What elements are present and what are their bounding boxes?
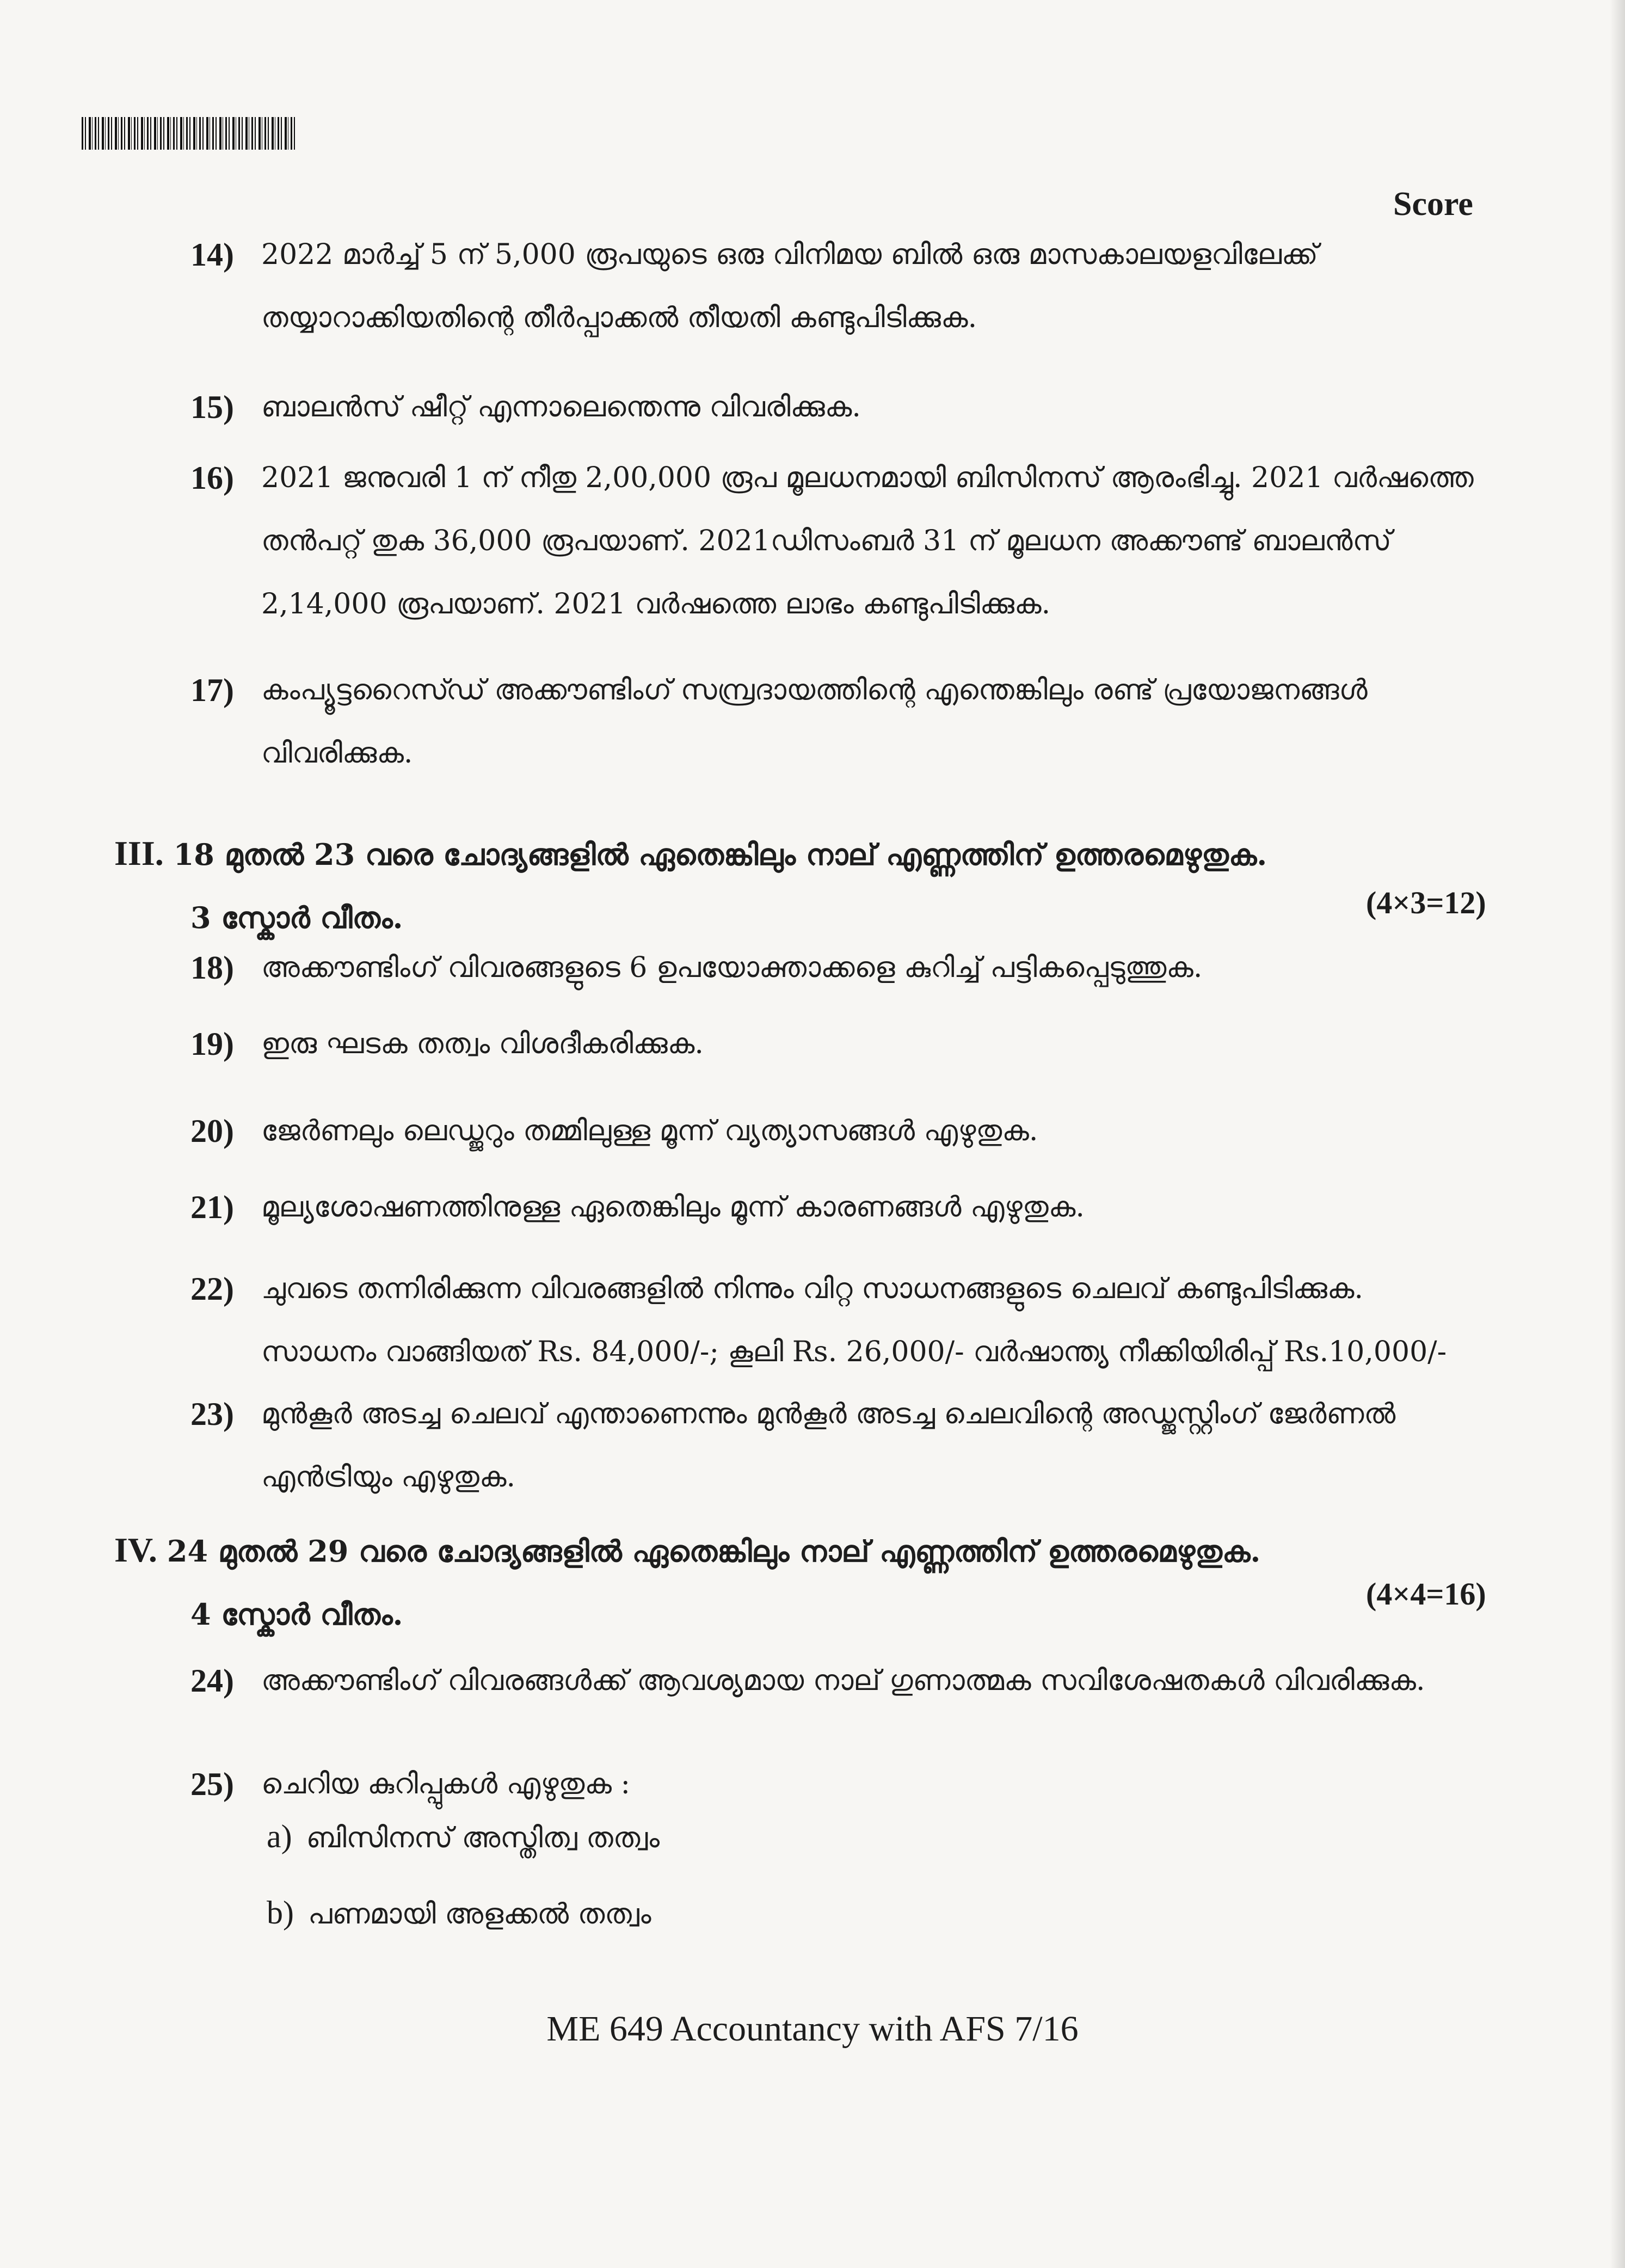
question-14	[190, 223, 1475, 349]
question-text: അക്കൗണ്ടിംഗ് വിവരങ്ങളുടെ 6 ഉപയോക്താക്കളെ കുറിച്ച് പട്ടികപ്പെടുത്തുക.	[261, 951, 1203, 984]
question-text: ബാലൻസ് ഷീറ്റ് എന്നാലെന്തെന്നു വിവരിക്കുക.	[261, 391, 861, 423]
instruction-line-2: 3 സ്കോർ വീതം.	[190, 900, 403, 935]
question-23	[190, 1382, 1475, 1509]
question-number: 21)	[190, 1189, 234, 1225]
score-label: Score	[1393, 186, 1473, 223]
question-24	[190, 1649, 1475, 1712]
subitem-b	[267, 1894, 651, 1932]
question-text: ചുവടെ തന്നിരിക്കുന്ന വിവരങ്ങളിൽ നിന്നും വിറ്റ സാധനങ്ങളുടെ ചെലവ് കണ്ടുപിടിക്കുക. സാധനം വാങ്ങിയത് Rs. 84,000/-; കൂലി Rs. 26,000/- വർഷാന്ത്യ നീക്കിയിരിപ്പ് Rs.10,000/-	[261, 1273, 1447, 1368]
question-number: 17)	[190, 672, 234, 708]
section-number: III.	[114, 834, 164, 872]
question-number: 22)	[190, 1271, 234, 1307]
question-text: ഇരു ഘടക തത്വം വിശദീകരിക്കുക.	[261, 1028, 704, 1060]
instruction-line-1: 18 മുതൽ 23 വരെ ചോദ്യങ്ങളിൽ ഏതെങ്കിലും നാല് എണ്ണത്തിന് ഉത്തരമെഴുതുക.	[173, 837, 1267, 872]
subitem-letter: a)	[267, 1818, 292, 1854]
subitem-a	[267, 1818, 660, 1855]
section-3-instruction	[114, 822, 1267, 949]
question-25	[190, 1753, 1475, 1816]
section-4-instruction	[114, 1519, 1260, 1646]
question-text: 2021 ജനുവരി 1 ന് നീതു 2,00,000 രൂപ മൂലധനമായി ബിസിനസ് ആരംഭിച്ചു. 2021 വർഷത്തെ തൻപറ്റ് തുക 36,000 രൂപയാണ്. 2021ഡിസംബർ 31 ന് മൂലധന അക്കൗണ്ട് ബാലൻസ് 2,14,000 രൂപയാണ്. 2021 വർഷത്തെ ലാഭം കണ്ടുപിടിക്കുക.	[261, 462, 1474, 620]
question-text: മൂല്യശോഷണത്തിനുള്ള ഏതെങ്കിലും മൂന്ന് കാരണങ്ങൾ എഴുതുക.	[261, 1191, 1085, 1224]
question-21	[190, 1176, 1475, 1239]
question-18	[190, 936, 1475, 999]
question-text: 2022 മാർച്ച് 5 ന് 5,000 രൂപയുടെ ഒരു വിനിമയ ബിൽ ഒരു മാസകാലയളവിലേക്ക് തയ്യാറാക്കിയതിന്റെ തീർപ്പാക്കൽ തീയതി കണ്ടുപിടിക്കുക.	[261, 238, 1318, 334]
subitem-text: ബിസിനസ് അസ്തിത്വ തത്വം	[306, 1822, 660, 1854]
question-number: 19)	[190, 1026, 234, 1062]
question-number: 15)	[190, 389, 234, 425]
question-number: 16)	[190, 460, 234, 496]
question-number: 20)	[190, 1113, 234, 1149]
question-16	[190, 446, 1475, 636]
subitem-text: പണമായി അളക്കൽ തത്വം	[307, 1898, 651, 1931]
barcode	[82, 117, 297, 150]
instruction-line-1: 24 മുതൽ 29 വരെ ചോദ്യങ്ങളിൽ ഏതെങ്കിലും നാല് എണ്ണത്തിന് ഉത്തരമെഴുതുക.	[167, 1534, 1261, 1569]
question-text: അക്കൗണ്ടിംഗ് വിവരങ്ങൾക്ക് ആവശ്യമായ നാല് ഗുണാത്മക സവിശേഷതകൾ വിവരിക്കുക.	[261, 1664, 1425, 1697]
question-20	[190, 1099, 1475, 1163]
section-3-marks: (4×3=12)	[1366, 885, 1486, 920]
question-number: 14)	[190, 237, 234, 273]
question-text: ചെറിയ കുറിപ്പുകൾ എഴുതുക :	[261, 1768, 631, 1800]
question-19	[190, 1012, 1475, 1075]
question-text: മുൻകൂർ അടച്ച ചെലവ് എന്താണെന്നും മുൻകൂർ അടച്ച ചെലവിന്റെ അഡ്ജസ്റ്റിംഗ് ജേർണൽ എൻട്രിയും എഴുതുക.	[261, 1398, 1396, 1493]
question-17	[190, 659, 1475, 785]
subitem-letter: b)	[267, 1895, 294, 1931]
question-number: 23)	[190, 1396, 234, 1432]
question-number: 25)	[190, 1766, 234, 1802]
question-text: ജേർണലും ലെഡ്ജറും തമ്മിലുള്ള മൂന്ന് വ്യത്യാസങ്ങൾ എഴുതുക.	[261, 1115, 1038, 1147]
question-15	[190, 376, 1475, 439]
section-4-marks: (4×4=16)	[1366, 1576, 1486, 1612]
question-number: 18)	[190, 950, 234, 986]
page-footer: ME 649 Accountancy with AFS 7/16	[546, 2009, 1079, 2049]
question-number: 24)	[190, 1663, 234, 1699]
question-22	[190, 1257, 1475, 1384]
question-text: കംപ്യൂട്ടറൈസ്ഡ് അക്കൗണ്ടിംഗ് സമ്പ്രദായത്തിന്റെ എന്തെങ്കിലും രണ്ട് പ്രയോജനങ്ങൾ വിവരിക്കുക.	[261, 674, 1368, 770]
instruction-line-2: 4 സ്കോർ വീതം.	[190, 1597, 403, 1632]
section-number: IV.	[114, 1531, 157, 1569]
